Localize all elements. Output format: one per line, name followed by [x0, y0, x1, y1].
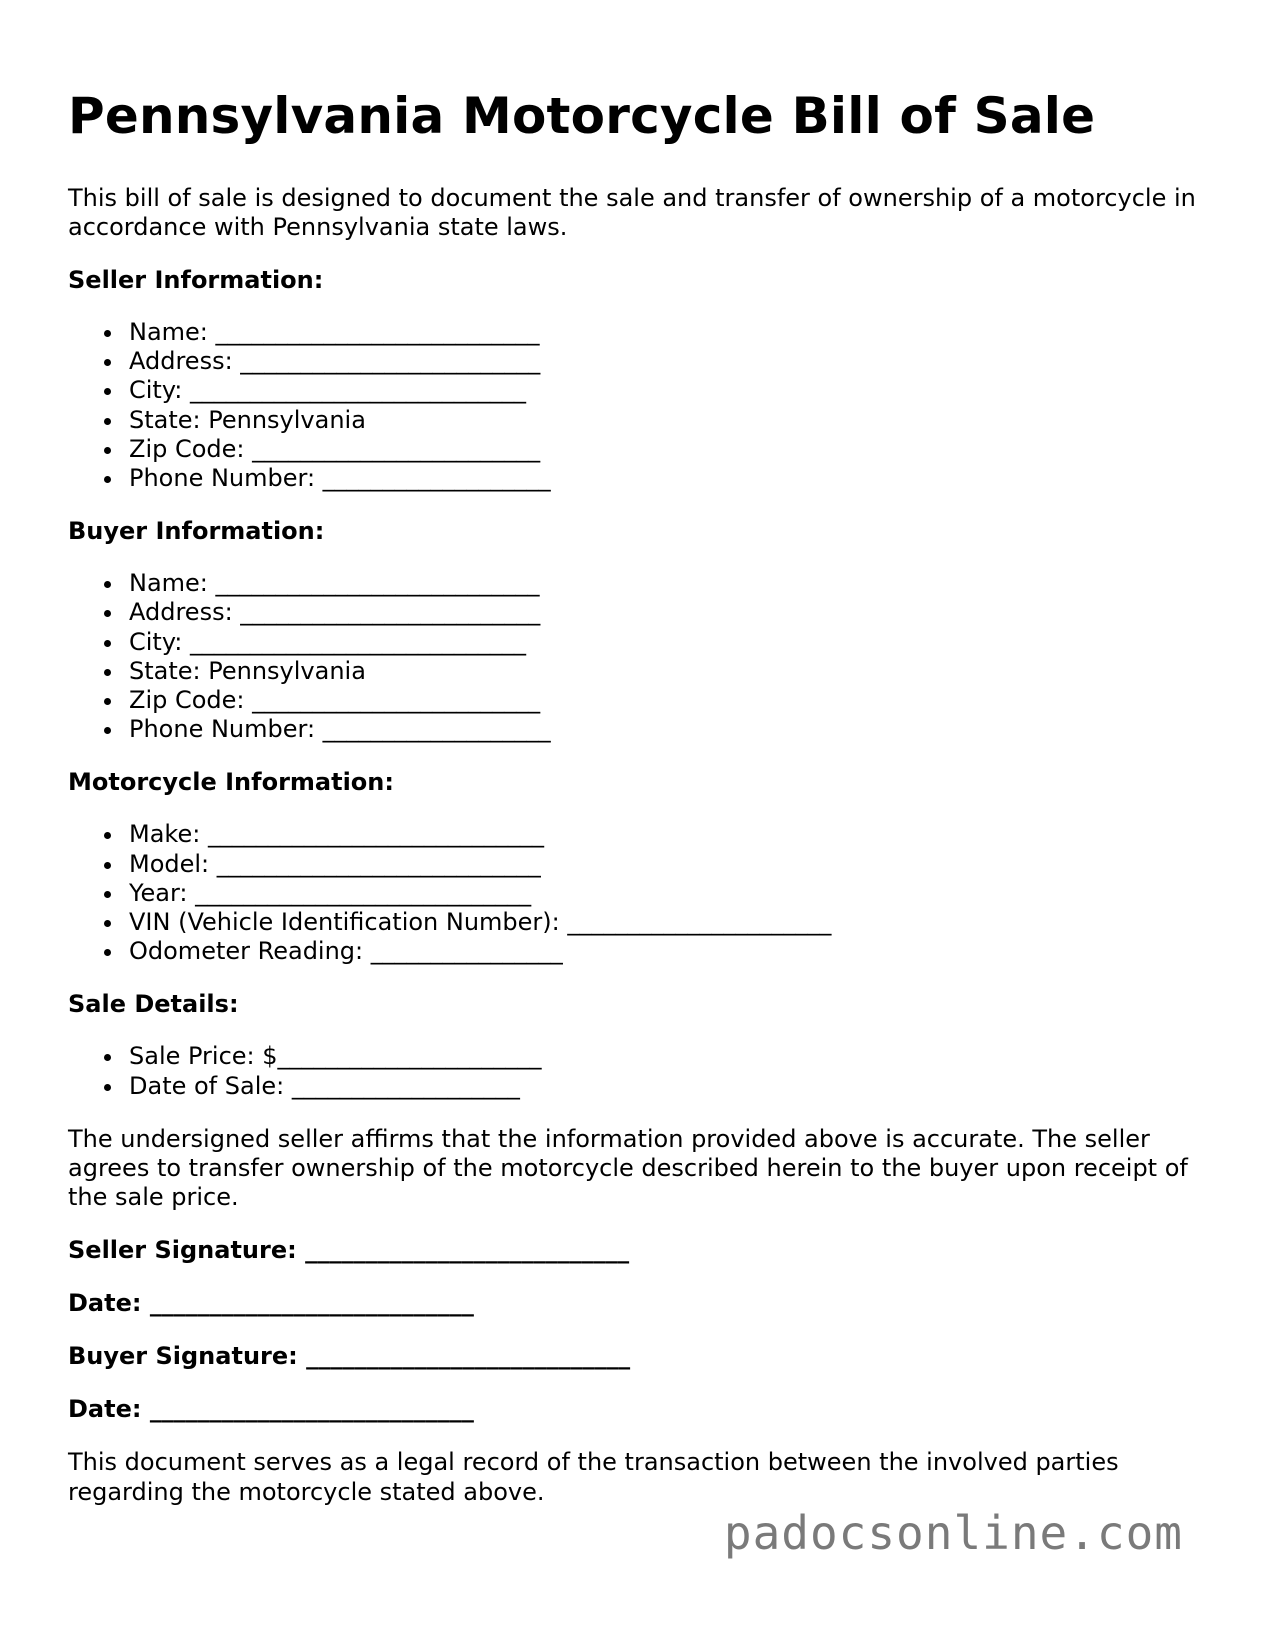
seller-state-field: State: Pennsylvania — [129, 406, 1208, 435]
intro-paragraph: This bill of sale is designed to document the sale and transfer of ownership of a motorcycle in accordance with Pennsylvania state laws. — [68, 184, 1196, 241]
seller-signature-line[interactable]: Seller Signature: ___________________________ — [68, 1236, 630, 1265]
seller-name-field[interactable]: Name: ___________________________ — [129, 318, 1208, 347]
sale-date-field[interactable]: Date of Sale: ___________________ — [129, 1072, 1208, 1101]
buyer-heading: Buyer Information: — [68, 517, 325, 546]
document-title: Pennsylvania Motorcycle Bill of Sale — [68, 87, 1096, 145]
seller-city-field[interactable]: City: ____________________________ — [129, 376, 1208, 405]
buyer-zip-field[interactable]: Zip Code: ________________________ — [129, 686, 1208, 715]
sale-fields — [68, 1042, 1208, 1100]
closing-paragraph: This document serves as a legal record of the transaction between the involved parties regarding the motorcycle stated above. — [68, 1448, 1119, 1506]
buyer-date-line[interactable]: Date: ___________________________ — [68, 1395, 474, 1424]
seller-zip-field[interactable]: Zip Code: ________________________ — [129, 435, 1208, 464]
seller-phone-field[interactable]: Phone Number: ___________________ — [129, 464, 1208, 493]
make-field[interactable]: Make: ____________________________ — [129, 820, 1208, 849]
seller-address-field[interactable]: Address: _________________________ — [129, 347, 1208, 376]
model-field[interactable]: Model: ___________________________ — [129, 850, 1208, 879]
buyer-signature-line[interactable]: Buyer Signature: ___________________________ — [68, 1342, 631, 1371]
buyer-name-field[interactable]: Name: ___________________________ — [129, 569, 1208, 598]
seller-fields — [68, 318, 1208, 493]
year-field[interactable]: Year: ____________________________ — [129, 879, 1208, 908]
buyer-fields — [68, 569, 1208, 744]
buyer-address-field[interactable]: Address: _________________________ — [129, 598, 1208, 627]
seller-heading: Seller Information: — [68, 266, 324, 294]
motorcycle-heading: Motorcycle Information: — [68, 768, 394, 797]
site-watermark: padocsonline.com — [723, 1506, 1183, 1560]
seller-date-line[interactable]: Date: ___________________________ — [68, 1289, 474, 1318]
motorcycle-fields — [68, 820, 1208, 966]
odometer-field[interactable]: Odometer Reading: ________________ — [129, 937, 1208, 966]
vin-field[interactable]: VIN (Vehicle Identification Number): ______________________ — [129, 908, 1208, 937]
buyer-phone-field[interactable]: Phone Number: ___________________ — [129, 715, 1208, 744]
buyer-state-field: State: Pennsylvania — [129, 657, 1208, 686]
sale-heading: Sale Details: — [68, 990, 239, 1019]
document-page — [68, 86, 1208, 1507]
affirmation-paragraph: The undersigned seller affirms that the information provided above is accurate. The seller agrees to transfer ownership of the motorcycle described herein to the buyer upon receipt of the sale price. — [68, 1124, 1188, 1212]
buyer-city-field[interactable]: City: ____________________________ — [129, 628, 1208, 657]
sale-price-field[interactable]: Sale Price: $______________________ — [129, 1042, 1208, 1071]
